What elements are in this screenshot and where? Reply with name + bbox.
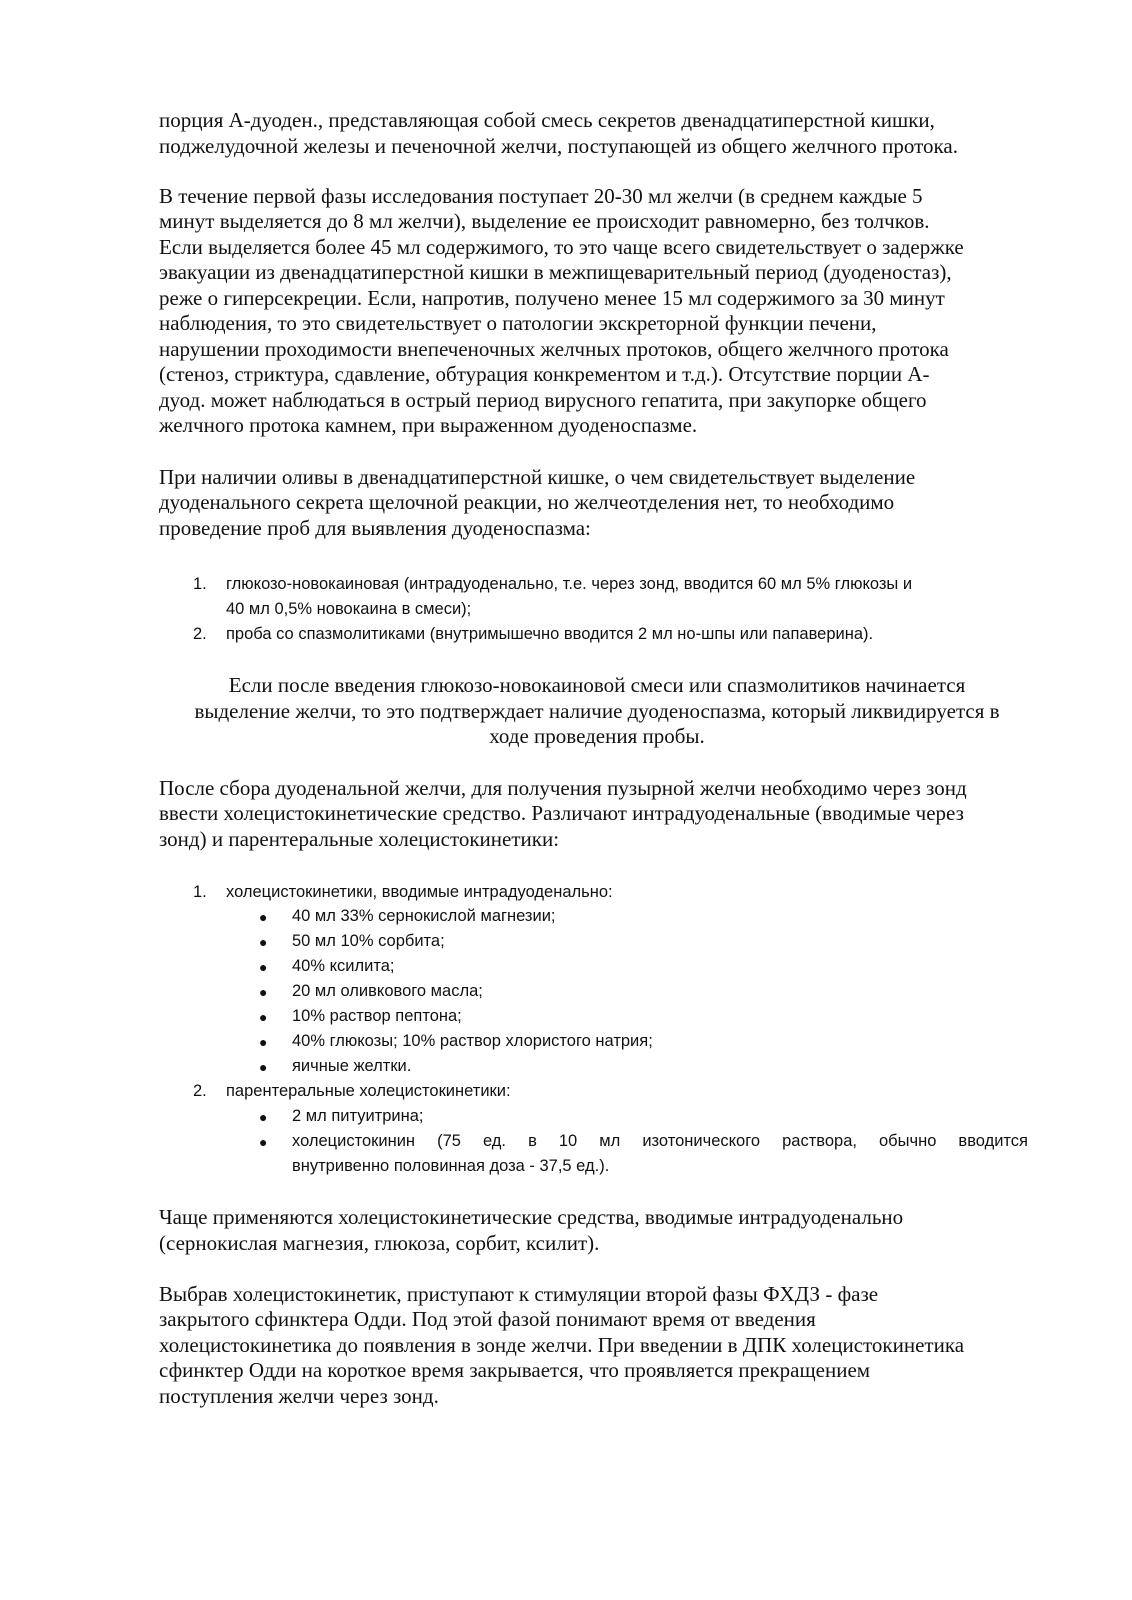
bullet-icon: ● [259, 1034, 268, 1050]
text-line: Чаще применяются холецистокинетические средства, вводимые интрадуоденально [159, 1205, 904, 1229]
text-line: ходе проведения пробы. [489, 724, 705, 748]
text-line: сфинктер Одди на короткое время закрывается, что проявляется прекращением [159, 1358, 871, 1382]
text-line: поджелудочной железы и печеночной желчи, поступающей из общего желчного протока. [159, 134, 958, 158]
text-line: ввести холецистокинетические средство. Различают интрадуоденальные (вводимые через [159, 801, 964, 825]
text-line: (сернокислая магнезия, глюкоза, сорбит, ксилит). [159, 1231, 600, 1255]
bullet-item: 50 мл 10% сорбита; [292, 932, 445, 950]
bullet-item: 40% глюкозы; 10% раствор хлористого натрия; [292, 1032, 653, 1050]
bullet-icon: ● [259, 1059, 268, 1075]
bullet-icon: ● [259, 1009, 268, 1025]
text-line: нарушении проходимости внепеченочных желчных протоков, общего желчного протока [159, 337, 949, 361]
list-number: 2. [193, 1082, 207, 1100]
text-line: (стеноз, стриктура, сдавление, обтурация конкрементом и т.д.). Отсутствие порции А- [159, 362, 930, 386]
text-line: дуоденального секрета щелочной реакции, но желчеотделения нет, то необходимо [159, 490, 895, 514]
text-line: Если после введения глюкозо-новокаиновой смеси или спазмолитиков начинается [228, 673, 966, 697]
list-number: 1. [193, 575, 207, 593]
text-line: дуод. может наблюдаться в острый период вирусного гепатита, при закупорке общего [159, 388, 927, 412]
list-item-text: глюкозо-новокаиновая (интрадуоденально, т.е. через зонд, вводится 60 мл 5% глюкозы и [226, 575, 913, 593]
list-item-label: холецистокинетики, вводимые интрадуоденально: [226, 883, 613, 901]
bullet-icon: ● [259, 959, 268, 975]
bullet-item: 10% раствор пептона; [292, 1007, 462, 1025]
bullet-icon: ● [259, 909, 268, 925]
bullet-item: 20 мл оливкового масла; [292, 982, 483, 1000]
list-number: 1. [193, 883, 207, 901]
bullet-item: 40% ксилита; [292, 957, 395, 975]
bullet-icon: ● [259, 934, 268, 950]
bullet-item: яичные желтки. [292, 1057, 412, 1075]
text-line: После сбора дуоденальной желчи, для получения пузырной желчи необходимо через зонд [159, 776, 967, 800]
text-line: зонд) и парентеральные холецистокинетики: [159, 827, 560, 851]
text-line: наблюдения, то это свидетельствует о патологии экскреторной функции печени, [159, 311, 877, 335]
text-line: закрытого сфинктера Одди. Под этой фазой понимают время от введения [159, 1307, 816, 1331]
text-line: поступления желчи через зонд. [159, 1384, 439, 1408]
bullet-icon: ● [259, 984, 268, 1000]
bullet-icon: ● [259, 1134, 268, 1150]
text-line: проведение проб для выявления дуоденоспазма: [159, 516, 591, 540]
list-item-text: 40 мл 0,5% новокаина в смеси); [226, 600, 472, 618]
text-line: минут выделяется до 8 мл желчи), выделение ее происходит равномерно, без толчков. [159, 209, 930, 233]
bullet-item: внутривенно половинная доза - 37,5 ед.). [292, 1157, 610, 1175]
text-line: желчного протока камнем, при выраженном дуоденоспазме. [159, 413, 698, 437]
text-line: В течение первой фазы исследования поступает 20-30 мл желчи (в среднем каждые 5 [159, 184, 923, 208]
text-line: порция А-дуоден., представляющая собой смесь секретов двенадцатиперстной кишки, [159, 108, 935, 132]
list-number: 2. [193, 625, 207, 643]
text-line: Выбрав холецистокинетик, приступают к стимуляции второй фазы ФХДЗ - фазе [159, 1282, 879, 1306]
text-line: эвакуации из двенадцатиперстной кишки в межпищеварительный период (дуоденостаз), [159, 260, 952, 284]
text-line: реже о гиперсекреции. Если, напротив, получено менее 15 мл содержимого за 30 минут [159, 286, 945, 310]
text-line: выделение желчи, то это подтверждает наличие дуоденоспазма, который ликвидируется в [194, 699, 1000, 723]
text-line: холецистокинетика до появления в зонде желчи. При введении в ДПК холецистокинетика [159, 1333, 965, 1357]
bullet-item: 2 мл питуитрина; [292, 1107, 424, 1125]
list-item-label: парентеральные холецистокинетики: [226, 1082, 511, 1100]
text-line: Если выделяется более 45 мл содержимого, то это чаще всего свидетельствует о задержке [159, 235, 964, 259]
bullet-icon: ● [259, 1109, 268, 1125]
list-item-text: проба со спазмолитиками (внутримышечно вводится 2 мл но-шпы или папаверина). [226, 625, 874, 643]
text-line: При наличии оливы в двенадцатиперстной кишке, о чем свидетельствует выделение [159, 465, 916, 489]
bullet-item: холецистокинин (75 ед. в 10 мл изотонического раствора, обычно вводится [292, 1132, 1028, 1150]
bullet-item: 40 мл 33% сернокислой магнезии; [292, 907, 556, 925]
